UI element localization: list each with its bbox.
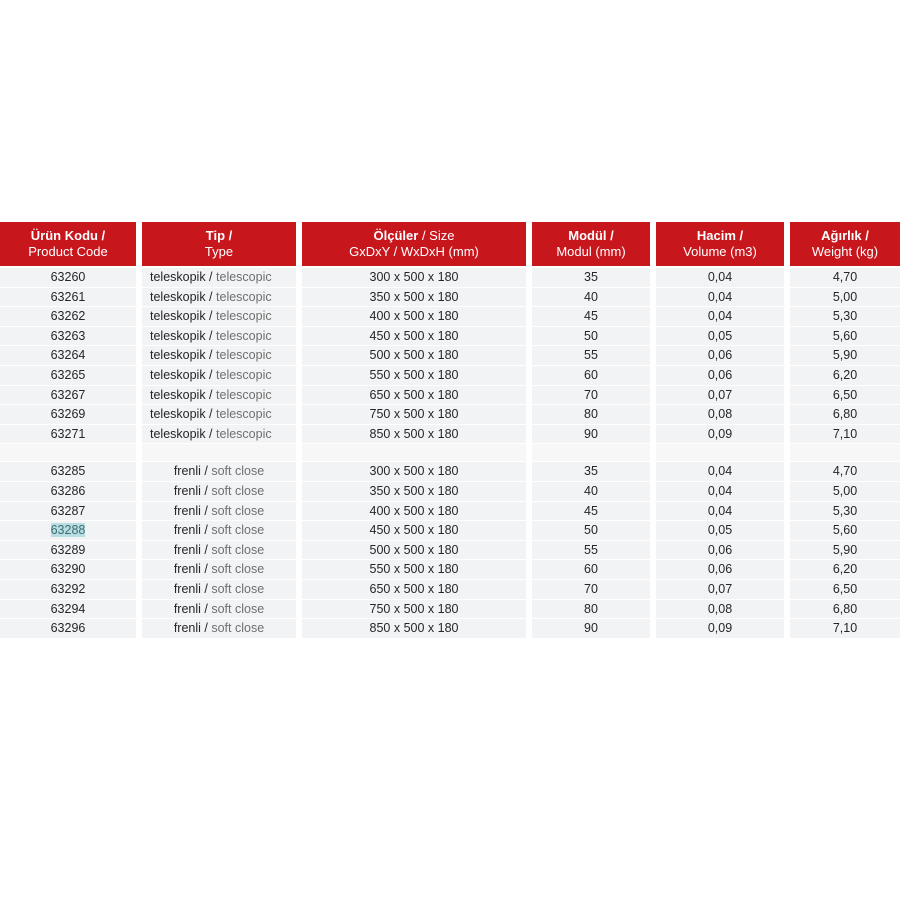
weight-cell: 7,10 xyxy=(790,619,900,639)
spacer-cell xyxy=(0,444,136,462)
type-en-text: telescopic xyxy=(216,289,272,304)
modul-cell: 50 xyxy=(532,521,650,541)
table-row xyxy=(0,346,900,366)
volume-cell: 0,06 xyxy=(656,560,784,580)
volume-cell: 0,08 xyxy=(656,600,784,620)
volume-cell: 0,04 xyxy=(656,482,784,502)
volume-cell: 0,08 xyxy=(656,405,784,425)
weight-cell: 5,90 xyxy=(790,346,900,366)
table-spacer-row xyxy=(0,444,900,462)
table-row xyxy=(0,580,900,600)
product-code-text: 63292 xyxy=(50,581,86,596)
size-cell: 750 x 500 x 180 xyxy=(302,405,526,425)
volume-cell: 0,06 xyxy=(656,541,784,561)
product-code-text: 63290 xyxy=(50,562,86,577)
type-cell xyxy=(142,600,296,620)
product-code-cell xyxy=(0,268,136,288)
modul-cell: 40 xyxy=(532,288,650,308)
volume-cell: 0,06 xyxy=(656,366,784,386)
volume-cell: 0,07 xyxy=(656,580,784,600)
header-product-code-tr: Ürün Kodu / xyxy=(30,228,106,243)
volume-cell: 0,04 xyxy=(656,268,784,288)
product-code-cell xyxy=(0,619,136,639)
type-en-text: telescopic xyxy=(216,387,272,402)
volume-cell: 0,05 xyxy=(656,327,784,347)
product-code-cell xyxy=(0,600,136,620)
product-code-text: 63296 xyxy=(50,621,86,636)
product-code-text: 63289 xyxy=(50,542,86,557)
size-cell: 450 x 500 x 180 xyxy=(302,521,526,541)
volume-cell: 0,06 xyxy=(656,346,784,366)
header-size-tr: Ölçüler xyxy=(373,228,419,243)
type-tr-text: teleskopik / xyxy=(150,309,217,324)
weight-cell: 4,70 xyxy=(790,462,900,482)
product-code-text: 63264 xyxy=(50,348,86,363)
type-cell xyxy=(142,307,296,327)
product-code-text: 63262 xyxy=(50,309,86,324)
product-code-text: 63260 xyxy=(50,270,86,284)
type-en-text: telescopic xyxy=(216,270,272,284)
product-code-cell xyxy=(0,366,136,386)
header-weight-tr: Ağırlık / xyxy=(821,228,869,243)
size-cell: 450 x 500 x 180 xyxy=(302,327,526,347)
spacer-cell xyxy=(790,444,900,462)
volume-cell: 0,04 xyxy=(656,462,784,482)
weight-cell: 5,60 xyxy=(790,521,900,541)
modul-cell: 80 xyxy=(532,405,650,425)
type-tr-text: teleskopik / xyxy=(150,289,217,304)
type-tr-text: frenli / xyxy=(173,464,212,479)
type-tr-text: frenli / xyxy=(173,503,212,518)
type-tr-text: teleskopik / xyxy=(150,407,217,422)
weight-cell: 6,50 xyxy=(790,580,900,600)
type-cell xyxy=(142,462,296,482)
type-cell xyxy=(142,521,296,541)
product-code-cell xyxy=(0,346,136,366)
header-product-code-en: Product Code xyxy=(28,244,108,259)
modul-cell: 55 xyxy=(532,541,650,561)
type-cell xyxy=(142,502,296,522)
modul-cell: 40 xyxy=(532,482,650,502)
product-code-text: 63288 xyxy=(50,523,86,538)
table-row xyxy=(0,425,900,445)
header-volume xyxy=(656,222,784,266)
header-volume-en: Volume (m3) xyxy=(683,244,757,259)
product-code-text: 63267 xyxy=(50,387,86,402)
spacer-cell xyxy=(656,444,784,462)
type-tr-text: teleskopik / xyxy=(150,348,217,363)
modul-cell: 35 xyxy=(532,268,650,288)
weight-cell: 6,80 xyxy=(790,600,900,620)
table-body xyxy=(0,268,900,639)
weight-cell: 5,90 xyxy=(790,541,900,561)
modul-cell: 90 xyxy=(532,619,650,639)
volume-cell: 0,05 xyxy=(656,521,784,541)
size-cell: 500 x 500 x 180 xyxy=(302,346,526,366)
type-tr-text: frenli / xyxy=(173,621,212,636)
product-code-cell xyxy=(0,521,136,541)
product-code-cell xyxy=(0,307,136,327)
product-code-cell xyxy=(0,541,136,561)
type-cell xyxy=(142,541,296,561)
header-weight xyxy=(790,222,900,266)
modul-cell: 80 xyxy=(532,600,650,620)
size-cell: 550 x 500 x 180 xyxy=(302,366,526,386)
size-cell: 300 x 500 x 180 xyxy=(302,462,526,482)
size-cell: 500 x 500 x 180 xyxy=(302,541,526,561)
header-product-code xyxy=(0,222,136,266)
modul-cell: 60 xyxy=(532,366,650,386)
table-row xyxy=(0,521,900,541)
type-tr-text: teleskopik / xyxy=(150,270,217,284)
table-row xyxy=(0,619,900,639)
size-cell: 400 x 500 x 180 xyxy=(302,307,526,327)
type-tr-text: teleskopik / xyxy=(150,387,217,402)
type-en-text: soft close xyxy=(211,464,265,479)
table-row xyxy=(0,307,900,327)
weight-cell: 5,00 xyxy=(790,482,900,502)
table-row xyxy=(0,327,900,347)
type-tr-text: frenli / xyxy=(173,483,212,498)
type-en-text: soft close xyxy=(211,581,265,596)
product-code-cell xyxy=(0,580,136,600)
size-cell: 300 x 500 x 180 xyxy=(302,268,526,288)
product-code-text: 63287 xyxy=(50,503,86,518)
product-code-text: 63285 xyxy=(50,464,86,479)
modul-cell: 45 xyxy=(532,502,650,522)
product-code-text: 63263 xyxy=(50,328,86,343)
type-cell xyxy=(142,346,296,366)
type-tr-text: teleskopik / xyxy=(150,426,217,441)
size-cell: 750 x 500 x 180 xyxy=(302,600,526,620)
table-header xyxy=(0,222,900,266)
table-row xyxy=(0,482,900,502)
type-en-text: soft close xyxy=(211,503,265,518)
size-cell: 550 x 500 x 180 xyxy=(302,560,526,580)
type-cell xyxy=(142,268,296,288)
type-en-text: soft close xyxy=(211,483,265,498)
type-en-text: telescopic xyxy=(216,407,272,422)
type-cell xyxy=(142,580,296,600)
volume-cell: 0,04 xyxy=(656,502,784,522)
size-cell: 650 x 500 x 180 xyxy=(302,386,526,406)
size-cell: 850 x 500 x 180 xyxy=(302,619,526,639)
volume-cell: 0,04 xyxy=(656,307,784,327)
type-cell xyxy=(142,619,296,639)
header-type-tr: Tip / xyxy=(205,228,233,243)
modul-cell: 70 xyxy=(532,386,650,406)
table-row xyxy=(0,386,900,406)
type-en-text: telescopic xyxy=(216,367,272,382)
volume-cell: 0,07 xyxy=(656,386,784,406)
table-row xyxy=(0,462,900,482)
weight-cell: 7,10 xyxy=(790,425,900,445)
modul-cell: 45 xyxy=(532,307,650,327)
modul-cell: 60 xyxy=(532,560,650,580)
table-row xyxy=(0,268,900,288)
weight-cell: 6,80 xyxy=(790,405,900,425)
type-cell xyxy=(142,425,296,445)
weight-cell: 6,50 xyxy=(790,386,900,406)
type-cell xyxy=(142,560,296,580)
volume-cell: 0,09 xyxy=(656,619,784,639)
header-size-line1 xyxy=(374,228,455,244)
table-row xyxy=(0,541,900,561)
table-row xyxy=(0,600,900,620)
type-tr-text: frenli / xyxy=(173,601,212,616)
product-code-cell xyxy=(0,502,136,522)
size-cell: 850 x 500 x 180 xyxy=(302,425,526,445)
weight-cell: 6,20 xyxy=(790,560,900,580)
weight-cell: 5,00 xyxy=(790,288,900,308)
product-code-cell xyxy=(0,560,136,580)
product-code-text: 63265 xyxy=(50,367,86,382)
volume-cell: 0,04 xyxy=(656,288,784,308)
spacer-cell xyxy=(142,444,296,462)
spacer-cell xyxy=(302,444,526,462)
type-en-text: soft close xyxy=(211,601,265,616)
product-code-text: 63261 xyxy=(50,289,86,304)
type-cell xyxy=(142,366,296,386)
size-cell: 650 x 500 x 180 xyxy=(302,580,526,600)
product-code-text: 63286 xyxy=(50,483,86,498)
volume-cell: 0,09 xyxy=(656,425,784,445)
product-code-text: 63269 xyxy=(50,407,86,422)
product-code-cell xyxy=(0,482,136,502)
header-modul-en: Modul (mm) xyxy=(556,244,626,259)
table-row xyxy=(0,288,900,308)
table-row xyxy=(0,502,900,522)
weight-cell: 5,30 xyxy=(790,502,900,522)
header-size xyxy=(302,222,526,266)
size-cell: 350 x 500 x 180 xyxy=(302,288,526,308)
product-table xyxy=(0,222,900,639)
type-en-text: soft close xyxy=(211,562,265,577)
header-size-en: GxDxY / WxDxH (mm) xyxy=(349,244,479,259)
header-size-tr-en: / Size xyxy=(418,228,455,243)
type-tr-text: teleskopik / xyxy=(150,328,217,343)
type-cell xyxy=(142,482,296,502)
type-tr-text: frenli / xyxy=(173,542,212,557)
product-code-cell xyxy=(0,386,136,406)
type-tr-text: frenli / xyxy=(173,523,212,538)
type-en-text: soft close xyxy=(211,621,265,636)
table-row xyxy=(0,405,900,425)
type-en-text: soft close xyxy=(211,542,265,557)
type-tr-text: frenli / xyxy=(173,581,212,596)
product-code-cell xyxy=(0,425,136,445)
table-row xyxy=(0,366,900,386)
modul-cell: 50 xyxy=(532,327,650,347)
product-code-cell xyxy=(0,288,136,308)
weight-cell: 5,30 xyxy=(790,307,900,327)
spacer-cell xyxy=(532,444,650,462)
type-en-text: telescopic xyxy=(216,348,272,363)
modul-cell: 70 xyxy=(532,580,650,600)
header-modul xyxy=(532,222,650,266)
header-type-en: Type xyxy=(204,244,234,259)
type-tr-text: teleskopik / xyxy=(150,367,217,382)
product-code-text: 63294 xyxy=(50,601,86,616)
size-cell: 400 x 500 x 180 xyxy=(302,502,526,522)
header-weight-en: Weight (kg) xyxy=(811,244,879,259)
type-cell xyxy=(142,405,296,425)
weight-cell: 6,20 xyxy=(790,366,900,386)
type-en-text: telescopic xyxy=(216,426,272,441)
product-code-text: 63271 xyxy=(50,426,86,441)
modul-cell: 90 xyxy=(532,425,650,445)
header-volume-tr: Hacim / xyxy=(696,228,744,243)
table-row xyxy=(0,560,900,580)
modul-cell: 35 xyxy=(532,462,650,482)
weight-cell: 5,60 xyxy=(790,327,900,347)
header-type xyxy=(142,222,296,266)
type-en-text: telescopic xyxy=(216,309,272,324)
weight-cell: 4,70 xyxy=(790,268,900,288)
type-cell xyxy=(142,288,296,308)
type-cell xyxy=(142,386,296,406)
type-en-text: soft close xyxy=(211,523,265,538)
product-code-cell xyxy=(0,462,136,482)
product-code-cell xyxy=(0,327,136,347)
modul-cell: 55 xyxy=(532,346,650,366)
type-cell xyxy=(142,327,296,347)
type-en-text: telescopic xyxy=(216,328,272,343)
header-modul-tr: Modül / xyxy=(568,228,614,243)
size-cell: 350 x 500 x 180 xyxy=(302,482,526,502)
product-code-cell xyxy=(0,405,136,425)
type-tr-text: frenli / xyxy=(173,562,212,577)
